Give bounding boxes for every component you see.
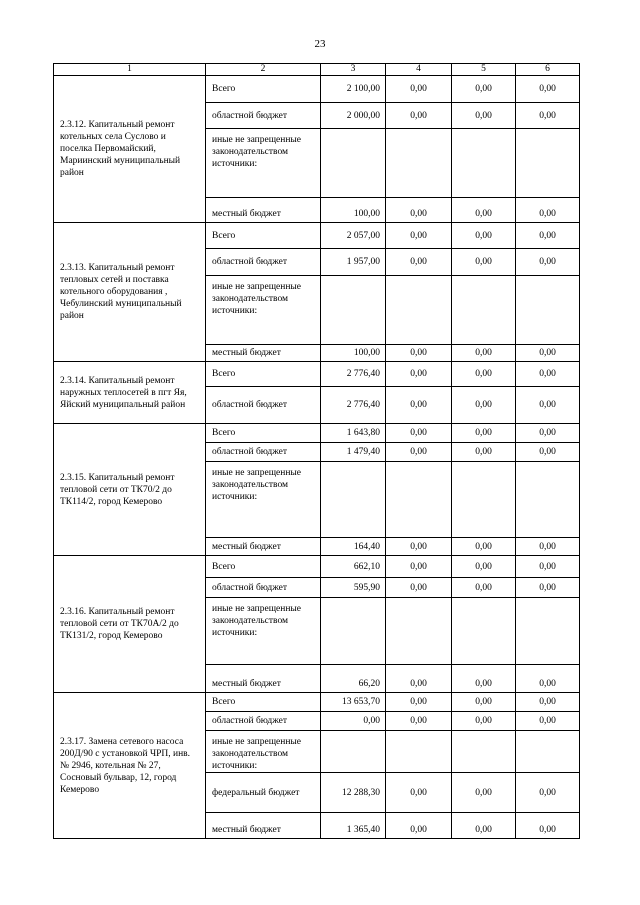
amount-year-6: 0,00	[516, 712, 580, 731]
amount-year-6: 0,00	[516, 813, 580, 839]
amount-year-5: 0,00	[452, 712, 516, 731]
amount-year-6: 0,00	[516, 693, 580, 712]
amount-year-6: 0,00	[516, 223, 580, 249]
amount-year-4: 0,00	[386, 693, 452, 712]
amount-year-4: 0,00	[386, 538, 452, 556]
funding-source: областной бюджет	[206, 712, 321, 731]
amount-year-4: 0,00	[386, 362, 452, 387]
item-title: 2.3.16. Капитальный ремонт тепловой сети от ТК70А/2 до ТК131/2, город Кемерово	[54, 556, 206, 693]
amount-year-4: 0,00	[386, 665, 452, 693]
item-title: 2.3.13. Капитальный ремонт тепловых сетей и поставка котельного оборудования , Чебулинский муниципальный район	[54, 223, 206, 362]
amount-year-5	[452, 598, 516, 665]
amount-year-5: 0,00	[452, 443, 516, 462]
amount-total: 13 653,70	[321, 693, 386, 712]
amount-year-6: 0,00	[516, 345, 580, 362]
amount-year-4	[386, 462, 452, 538]
table-row	[54, 424, 580, 443]
funding-source: областной бюджет	[206, 387, 321, 424]
item-title: 2.3.15. Капитальный ремонт тепловой сети от ТК70/2 до ТК114/2, город Кемерово	[54, 424, 206, 556]
amount-year-5: 0,00	[452, 538, 516, 556]
amount-year-4: 0,00	[386, 249, 452, 276]
amount-year-5: 0,00	[452, 362, 516, 387]
amount-total: 2 000,00	[321, 103, 386, 129]
funding-source: областной бюджет	[206, 103, 321, 129]
amount-total	[321, 598, 386, 665]
page-number: 23	[314, 38, 326, 50]
amount-year-6: 0,00	[516, 198, 580, 223]
amount-year-4	[386, 731, 452, 773]
amount-total: 164,40	[321, 538, 386, 556]
amount-total: 66,20	[321, 665, 386, 693]
amount-year-5	[452, 129, 516, 198]
amount-year-4: 0,00	[386, 773, 452, 813]
amount-year-6: 0,00	[516, 76, 580, 103]
amount-year-4	[386, 129, 452, 198]
header-cell: 5	[452, 64, 516, 76]
funding-source: местный бюджет	[206, 198, 321, 223]
amount-year-4: 0,00	[386, 198, 452, 223]
amount-year-6	[516, 598, 580, 665]
amount-total: 595,90	[321, 578, 386, 598]
amount-year-6: 0,00	[516, 773, 580, 813]
header-cell: 2	[206, 64, 321, 76]
funding-source: Всего	[206, 362, 321, 387]
amount-year-4: 0,00	[386, 712, 452, 731]
amount-year-6: 0,00	[516, 387, 580, 424]
amount-total	[321, 129, 386, 198]
amount-total: 100,00	[321, 198, 386, 223]
amount-year-5: 0,00	[452, 249, 516, 276]
amount-total: 100,00	[321, 345, 386, 362]
amount-year-5: 0,00	[452, 556, 516, 578]
amount-year-6: 0,00	[516, 424, 580, 443]
amount-total: 2 776,40	[321, 387, 386, 424]
amount-year-4	[386, 598, 452, 665]
funding-source: Всего	[206, 693, 321, 712]
amount-total: 662,10	[321, 556, 386, 578]
amount-year-5: 0,00	[452, 76, 516, 103]
amount-year-6: 0,00	[516, 249, 580, 276]
amount-year-5: 0,00	[452, 813, 516, 839]
amount-total: 1 479,40	[321, 443, 386, 462]
table-row	[54, 76, 580, 103]
amount-year-6: 0,00	[516, 665, 580, 693]
table-row	[54, 693, 580, 712]
amount-year-4: 0,00	[386, 424, 452, 443]
funding-source: иные не запрещенные законодательством источники:	[206, 462, 321, 538]
header-row	[54, 64, 580, 76]
amount-year-6	[516, 129, 580, 198]
amount-year-4: 0,00	[386, 223, 452, 249]
funding-source: местный бюджет	[206, 665, 321, 693]
amount-total: 0,00	[321, 712, 386, 731]
header-cell: 6	[516, 64, 580, 76]
amount-year-5: 0,00	[452, 198, 516, 223]
amount-year-6: 0,00	[516, 362, 580, 387]
amount-year-6: 0,00	[516, 103, 580, 129]
amount-total: 2 100,00	[321, 76, 386, 103]
item-title: 2.3.17. Замена сетевого насоса 200Д/90 с установкой ЧРП, инв. № 2946, котельная № 27, Сосновый бульвар, 12, город Кемерово	[54, 693, 206, 839]
amount-year-5: 0,00	[452, 773, 516, 813]
table-row	[54, 223, 580, 249]
amount-total: 1 365,40	[321, 813, 386, 839]
funding-source: местный бюджет	[206, 538, 321, 556]
amount-total: 1 643,80	[321, 424, 386, 443]
header-cell: 1	[54, 64, 206, 76]
amount-year-4	[386, 276, 452, 345]
amount-year-5: 0,00	[452, 665, 516, 693]
amount-year-6: 0,00	[516, 556, 580, 578]
funding-table	[53, 63, 580, 839]
amount-total: 12 288,30	[321, 773, 386, 813]
amount-year-5: 0,00	[452, 693, 516, 712]
funding-source: федеральный бюджет	[206, 773, 321, 813]
table-row	[54, 556, 580, 578]
amount-year-5: 0,00	[452, 578, 516, 598]
amount-year-5: 0,00	[452, 223, 516, 249]
amount-total	[321, 276, 386, 345]
header-cell: 3	[321, 64, 386, 76]
amount-year-4: 0,00	[386, 443, 452, 462]
funding-source: Всего	[206, 556, 321, 578]
amount-year-5: 0,00	[452, 387, 516, 424]
amount-year-4: 0,00	[386, 813, 452, 839]
amount-year-5: 0,00	[452, 424, 516, 443]
funding-source: областной бюджет	[206, 578, 321, 598]
funding-source: иные не запрещенные законодательством источники:	[206, 731, 321, 773]
amount-year-4: 0,00	[386, 76, 452, 103]
amount-year-5	[452, 462, 516, 538]
amount-year-5	[452, 276, 516, 345]
amount-year-4: 0,00	[386, 345, 452, 362]
funding-source: Всего	[206, 223, 321, 249]
funding-source: иные не запрещенные законодательством источники:	[206, 276, 321, 345]
amount-year-5: 0,00	[452, 103, 516, 129]
funding-source: областной бюджет	[206, 249, 321, 276]
header-cell: 4	[386, 64, 452, 76]
amount-year-6: 0,00	[516, 443, 580, 462]
amount-year-4: 0,00	[386, 387, 452, 424]
amount-year-5: 0,00	[452, 345, 516, 362]
funding-source: Всего	[206, 76, 321, 103]
amount-total	[321, 731, 386, 773]
funding-source: Всего	[206, 424, 321, 443]
amount-year-4: 0,00	[386, 103, 452, 129]
item-title: 2.3.14. Капитальный ремонт наружных теплосетей в пгт Яя, Яйский муниципальный район	[54, 362, 206, 424]
funding-source: местный бюджет	[206, 345, 321, 362]
funding-source: местный бюджет	[206, 813, 321, 839]
amount-year-4: 0,00	[386, 578, 452, 598]
table-row	[54, 362, 580, 387]
funding-source: иные не запрещенные законодательством источники:	[206, 129, 321, 198]
amount-year-6	[516, 731, 580, 773]
amount-year-6: 0,00	[516, 538, 580, 556]
funding-source: областной бюджет	[206, 443, 321, 462]
funding-source: иные не запрещенные законодательством источники:	[206, 598, 321, 665]
amount-year-6	[516, 276, 580, 345]
amount-total	[321, 462, 386, 538]
amount-year-4: 0,00	[386, 556, 452, 578]
amount-year-5	[452, 731, 516, 773]
amount-year-6: 0,00	[516, 578, 580, 598]
amount-total: 1 957,00	[321, 249, 386, 276]
amount-year-6	[516, 462, 580, 538]
item-title: 2.3.12. Капитальный ремонт котельных села Суслово и поселка Первомайский, Мариинский муниципальный район	[54, 76, 206, 223]
amount-total: 2 057,00	[321, 223, 386, 249]
amount-total: 2 776,40	[321, 362, 386, 387]
